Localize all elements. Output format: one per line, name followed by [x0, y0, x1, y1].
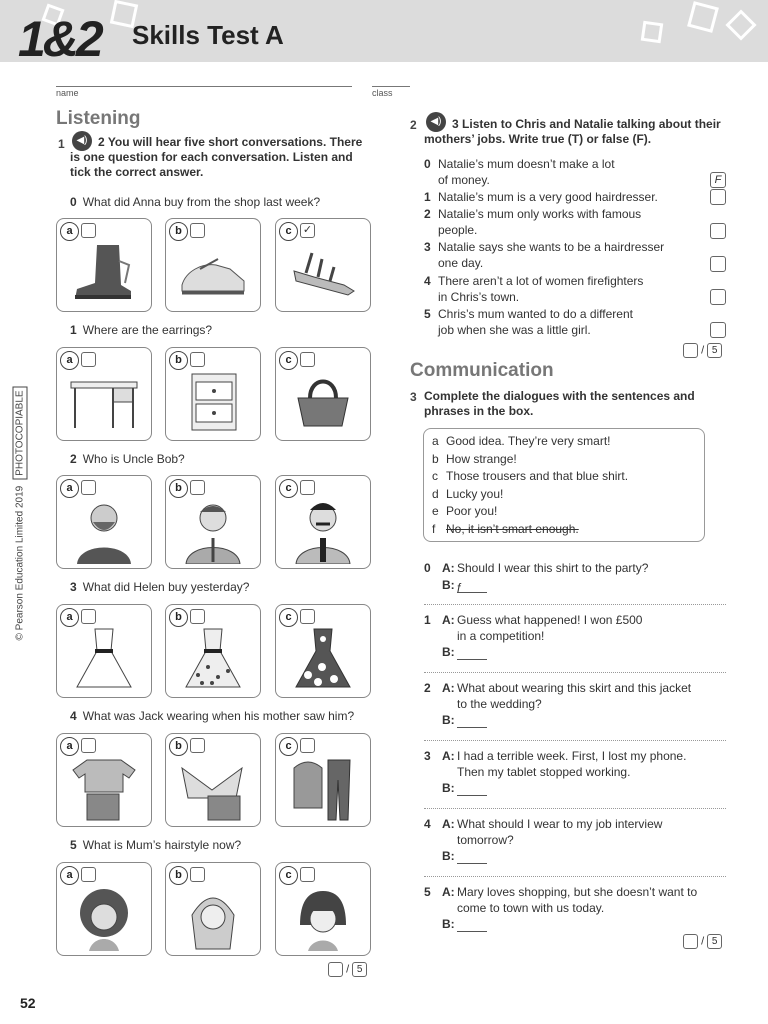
tick-checkbox[interactable] [190, 223, 205, 238]
picture-option-3-c [275, 604, 371, 698]
answer-blank[interactable] [457, 919, 487, 932]
picture-option-2-b [165, 475, 261, 569]
option-letter: b [169, 222, 188, 241]
tick-checkbox[interactable] [190, 480, 205, 495]
picture-option-3-b [165, 604, 261, 698]
option-letter: a [60, 866, 79, 885]
tick-checkbox[interactable] [81, 480, 96, 495]
true-false-box[interactable] [710, 256, 726, 272]
statement-1: 1 Natalie’s mum is a very good hairdresser. [424, 190, 658, 204]
divider [424, 876, 726, 877]
decor-square [687, 1, 719, 33]
option-letter: a [60, 351, 79, 370]
option-letter: a [60, 737, 79, 756]
tick-checkbox[interactable] [81, 867, 96, 882]
track-number: 3 [452, 117, 459, 131]
track-number: 2 [98, 135, 105, 149]
picture-option-0-b [165, 218, 261, 312]
answer-blank[interactable] [457, 851, 487, 864]
copyright-sidebar: © Pearson Education Limited 2019PHOTOCOPIABLE [15, 461, 26, 641]
page-number: 52 [20, 995, 36, 1011]
dialogue-0: 0 A: Should I wear this shirt to the party? B: f [424, 561, 649, 595]
picture-option-0-c [275, 218, 371, 312]
picture-option-0-a [56, 218, 152, 312]
question-0: 0 What did Anna buy from the shop last week? [70, 195, 321, 209]
true-false-box[interactable]: F [710, 172, 726, 188]
task-3-score: / 5 [683, 934, 722, 949]
decor-square [641, 21, 664, 44]
divider [424, 808, 726, 809]
true-false-box[interactable] [710, 322, 726, 338]
task-3-number: 3 [410, 390, 417, 404]
answer-blank[interactable] [457, 783, 487, 796]
tick-checkbox[interactable] [300, 352, 315, 367]
listening-title: Listening [56, 108, 141, 129]
communication-title: Communication [410, 360, 554, 381]
unit-number: 1&2 [18, 11, 101, 67]
tick-checkbox[interactable] [81, 609, 96, 624]
picture-option-3-a [56, 604, 152, 698]
true-false-box[interactable] [710, 289, 726, 305]
score-box[interactable] [683, 343, 698, 358]
tick-checkbox[interactable] [190, 738, 205, 753]
option-letter: b [169, 866, 188, 885]
name-field[interactable]: name [56, 86, 352, 98]
option-letter: a [60, 479, 79, 498]
true-false-box[interactable] [710, 223, 726, 239]
answer-blank[interactable] [457, 715, 487, 728]
sentence-option-d: d Lucky you! [432, 486, 504, 501]
tick-checkbox[interactable]: ✓ [300, 223, 315, 238]
tick-checkbox[interactable] [81, 352, 96, 367]
true-false-box[interactable] [710, 189, 726, 205]
task-2-number: 2 [410, 118, 417, 132]
sentence-option-e: e Poor you! [432, 504, 498, 519]
task-1-score: / 5 [328, 962, 367, 977]
question-3: 3 What did Helen buy yesterday? [70, 580, 250, 594]
divider [424, 672, 726, 673]
option-letter: c [279, 479, 298, 498]
tick-checkbox[interactable] [300, 609, 315, 624]
divider [424, 740, 726, 741]
picture-option-2-a [56, 475, 152, 569]
picture-option-1-c [275, 347, 371, 441]
picture-option-2-c [275, 475, 371, 569]
audio-speaker-icon[interactable]: ◀) [72, 131, 92, 151]
task-1-instruction: 2 You will hear five short conversations. There is one question for each conversation. Listen and tick the correct answer. [70, 135, 363, 179]
option-letter: b [169, 608, 188, 627]
tick-checkbox[interactable] [81, 223, 96, 238]
header-band [0, 0, 768, 67]
dialogue-1: 1 A: Guess what happened! I won £500 in a competition! B: [424, 613, 643, 659]
tick-checkbox[interactable] [190, 867, 205, 882]
tick-checkbox[interactable] [300, 480, 315, 495]
dialogue-5: 5 A: Mary loves shopping, but she doesn’t want to come to town with us today. B: [424, 885, 698, 931]
tick-checkbox[interactable] [190, 609, 205, 624]
task-1-number: 1 [58, 137, 65, 151]
option-letter: a [60, 222, 79, 241]
task-2-instruction: 3 Listen to Chris and Natalie talking about their mothers’ jobs. Write true (T) or false (F). [424, 117, 721, 146]
tick-checkbox[interactable] [81, 738, 96, 753]
sentence-option-f: f No, it isn’t smart enough. [432, 522, 579, 536]
sentence-option-c: c Those trousers and that blue shirt. [432, 469, 629, 484]
option-letter: c [279, 222, 298, 241]
option-letter: b [169, 737, 188, 756]
option-letter: c [279, 608, 298, 627]
option-letter: c [279, 866, 298, 885]
option-letter: c [279, 737, 298, 756]
statement-3: 3 Natalie says she wants to be a hairdresser one day. [424, 240, 665, 270]
question-2: 2 Who is Uncle Bob? [70, 452, 185, 466]
option-letter: b [169, 479, 188, 498]
picture-option-5-a [56, 862, 152, 956]
option-letter: a [60, 608, 79, 627]
picture-option-4-b [165, 733, 261, 827]
page-title: Skills Test A [132, 20, 284, 50]
option-letter: b [169, 351, 188, 370]
statement-4: 4 There aren’t a lot of women firefighters in Chris’s town. [424, 274, 644, 304]
score-box[interactable] [328, 962, 343, 977]
answer-blank[interactable]: f [457, 580, 487, 593]
dialogue-2: 2 A: What about wearing this skirt and this jacket to the wedding? B: [424, 681, 692, 727]
question-5: 5 What is Mum’s hairstyle now? [70, 838, 242, 852]
tick-checkbox[interactable] [190, 352, 205, 367]
picture-option-1-b [165, 347, 261, 441]
sentence-option-a: a Good idea. They’re very smart! [432, 434, 611, 448]
task-3-instruction: Complete the dialogues with the sentences and phrases in the box. [424, 389, 695, 418]
answer-blank[interactable] [457, 647, 487, 660]
picture-option-5-c [275, 862, 371, 956]
question-1: 1 Where are the earrings? [70, 323, 213, 337]
picture-option-1-a [56, 347, 152, 441]
decor-square [725, 9, 756, 40]
picture-option-5-b [165, 862, 261, 956]
dialogue-3: 3 A: I had a terrible week. First, I lost my phone. Then my tablet stopped working. B: [424, 749, 687, 795]
statement-0: 0 Natalie’s mum doesn’t make a lot of money. [424, 157, 615, 187]
tick-checkbox[interactable] [300, 867, 315, 882]
task-2-score: / 5 [683, 343, 722, 358]
tick-checkbox[interactable] [300, 738, 315, 753]
question-4: 4 What was Jack wearing when his mother saw him? [70, 709, 355, 723]
option-letter: c [279, 351, 298, 370]
class-field[interactable]: class [372, 86, 410, 98]
divider [424, 604, 726, 605]
picture-option-4-c [275, 733, 371, 827]
statement-5: 5 Chris’s mum wanted to do a different job when she was a little girl. [424, 307, 633, 337]
audio-speaker-icon[interactable]: ◀) [426, 112, 446, 132]
dialogue-4: 4 A: What should I wear to my job interview tomorrow? B: [424, 817, 663, 863]
picture-option-4-a [56, 733, 152, 827]
statement-2: 2 Natalie’s mum only works with famous people. [424, 207, 642, 237]
sentence-option-b: b How strange! [432, 451, 517, 466]
score-box[interactable] [683, 934, 698, 949]
